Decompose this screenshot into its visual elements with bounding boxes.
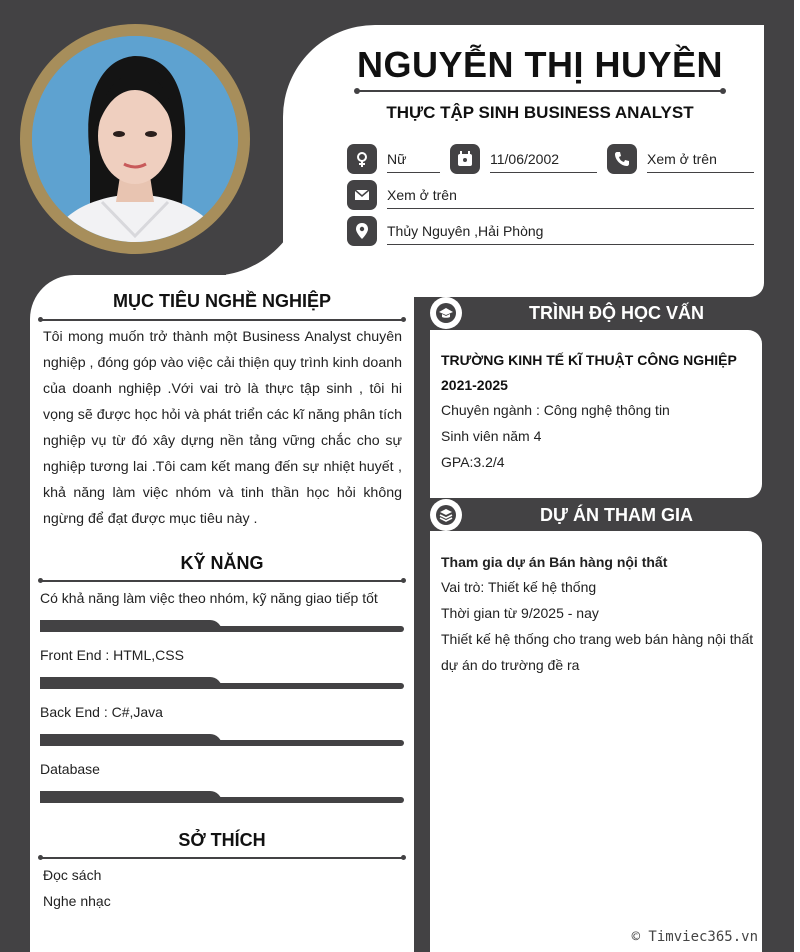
education-gpa: GPA:3.2/4 [441,454,505,470]
education-band [430,298,763,328]
portrait-illustration [32,36,238,242]
location-pin-icon [347,216,377,246]
education-title: TRÌNH ĐỘ HỌC VẤN [529,303,704,323]
right-edge [794,0,800,952]
layers-icon [430,499,462,531]
phone-item [607,144,754,174]
profile-photo-frame [20,24,250,254]
skill-bar-fill [40,620,222,632]
watermark: © Timviec365.vn [631,929,758,945]
project-name: Tham gia dự án Bán hàng nội thất [441,554,668,570]
objective-text: Tôi mong muốn trở thành một Business Analyst chuyên nghiệp , đóng góp vào việc cải thiện quy trình kinh doanh của doanh nghiệp .Với vai trò là thực tập sinh , tôi hi vọng sẽ được học hỏi và phát triển các kĩ năng phân tích nghiệp vụ từ đó xây dựng nền tảng vững chắc cho sự nghiệp tương lai .Tôi cam kết mang đến sự nhiệt huyết , khả năng làm việc nhóm và tinh thần học hỏi không ngừng để đạt được mục tiêu này . [43,329,402,527]
profile-photo [32,36,238,242]
skill-bar [40,683,404,689]
address-item [347,216,754,246]
email-item [347,180,754,210]
gender-item [347,144,440,174]
objective-divider [40,319,404,321]
birthday-item [450,144,597,174]
project-role: Vai trò: Thiết kế hệ thống [441,579,597,595]
hobby-item: Nghe nhạc [43,893,111,909]
skill-label: Database [40,761,100,777]
hobbies-divider [40,857,404,859]
education-school: TRƯỜNG KINH TẾ KĨ THUẬT CÔNG NGHIỆP [441,352,737,368]
project-time: Thời gian từ 9/2025 - nay [441,605,599,621]
skill-label: Có khả năng làm việc theo nhóm, kỹ năng giao tiếp tốt [40,590,378,606]
calendar-icon [450,144,480,174]
skill-bar-fill [40,734,222,746]
skill-bar-fill [40,677,222,689]
email-icon [347,180,377,210]
candidate-name: NGUYỄN THỊ HUYỀN [356,44,724,85]
projects-band [430,500,763,530]
candidate-role: THỰC TẬP SINH BUSINESS ANALYST [386,103,694,122]
gender-value: Nữ [387,146,440,173]
graduation-cap-icon [430,297,462,329]
skill-bar [40,797,404,803]
skill-bar-fill [40,791,222,803]
education-period: 2021-2025 [441,377,508,393]
name-divider [357,90,723,92]
project-description: Thiết kế hệ thống cho trang web bán hàng nội thất dự án do trường đề ra [441,631,754,673]
gender-icon [347,144,377,174]
skill-label: Front End : HTML,CSS [40,647,184,663]
phone-icon [607,144,637,174]
skills-divider [40,580,404,582]
projects-title: DỰ ÁN THAM GIA [540,505,693,525]
address-value: Thủy Nguyên ,Hải Phòng [387,218,754,245]
education-year: Sinh viên năm 4 [441,428,542,444]
hobbies-title: SỞ THÍCH [178,830,266,850]
birthday-value: 11/06/2002 [490,146,597,173]
skill-bar [40,626,404,632]
skills-title: KỸ NĂNG [180,553,264,573]
education-major: Chuyên ngành : Công nghệ thông tin [441,402,670,418]
objective-title: MỤC TIÊU NGHỀ NGHIỆP [112,291,331,311]
phone-value: Xem ở trên [647,146,754,173]
hobby-item: Đọc sách [43,867,102,883]
skill-label: Back End : C#,Java [40,704,163,720]
skill-bar [40,740,404,746]
email-value: Xem ở trên [387,182,754,209]
